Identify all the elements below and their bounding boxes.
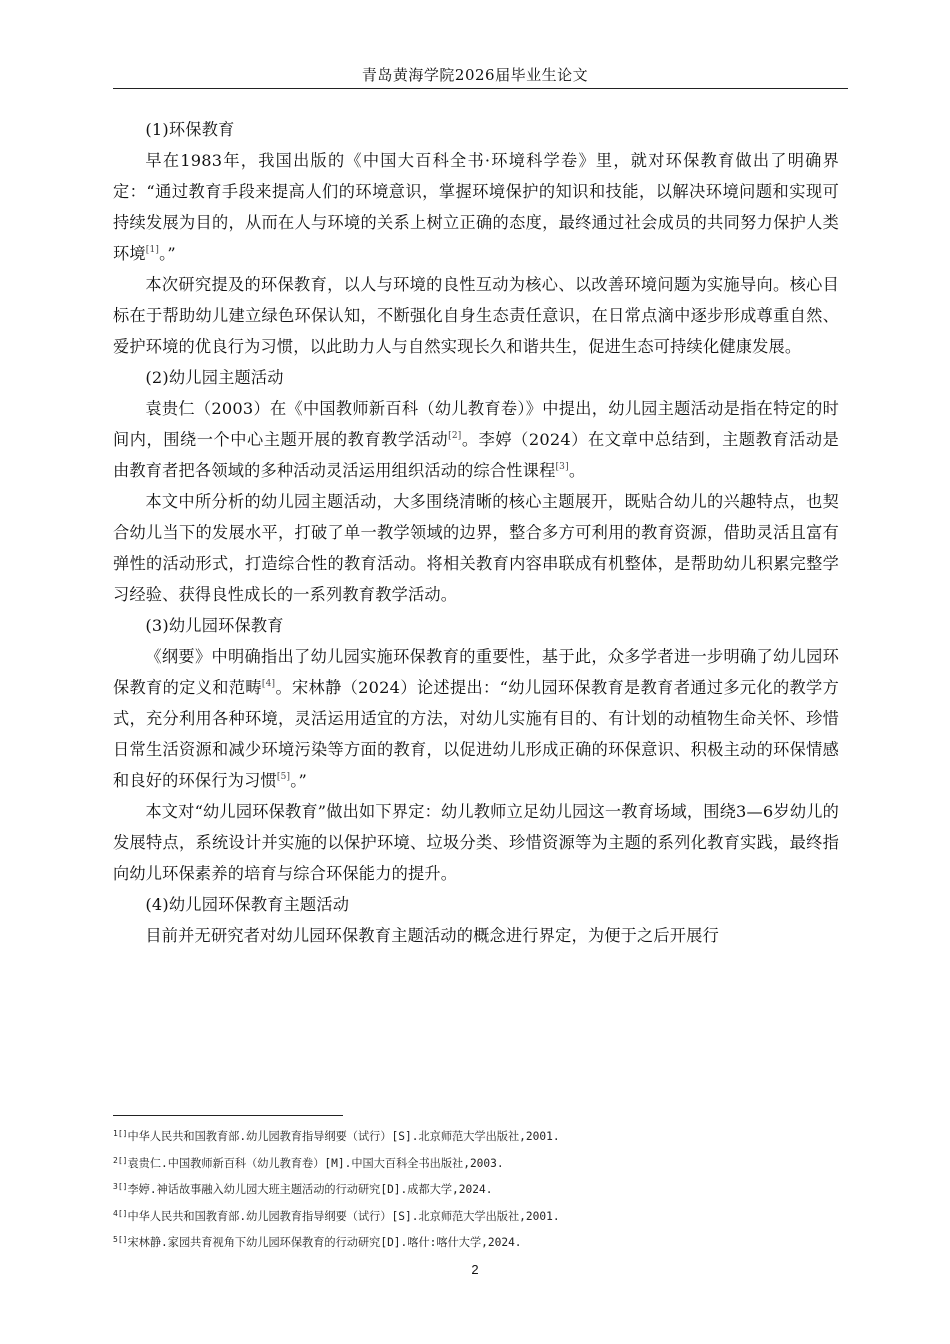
footnote [113, 1149, 843, 1176]
paragraph [113, 145, 839, 269]
citation-ref[interactable]: [2] [448, 431, 462, 441]
footnote-marker: 5 [113, 1235, 118, 1244]
page-number: 2 [471, 1262, 479, 1277]
paragraph-text: 。宋林静（2024）论述提出：“幼儿园环保教育是教育者通过多元化的教学方式，充分利用各种环境，灵活运用适宜的方法，对幼儿实施有目的、有计划的动植物生命关怀、珍惜日常生活资源和减少环境污染等方面的教育，以促进幼儿形成正确的环保意识、积极主动的环保情感和良好的环保行为习惯 [113, 678, 839, 790]
footnote-text: 中华人民共和国教育部.幼儿园教育指导纲要（试行）[S].北京师范大学出版社,2001. [127, 1130, 560, 1143]
footnote [113, 1202, 843, 1229]
paragraph: 本文中所分析的幼儿园主题活动，大多围绕清晰的核心主题展开，既贴合幼儿的兴趣特点，也契合幼儿当下的发展水平，打破了单一教学领域的边界，整合多方可利用的教育资源，借助灵活且富有弹性的活动形式，打造综合性的教育活动。将相关教育内容串联成有机整体，是帮助幼儿积累完整学习经验、获得良性成长的一系列教育教学活动。 [113, 492, 839, 604]
paragraph-text: 早在1983年，我国出版的《中国大百科全书·环境科学卷》里，就对环保教育做出了明确界定：“通过教育手段来提高人们的环境意识，掌握环境保护的知识和技能，以解决环境问题和实现可持续发展为目的，从而在人与环境的关系上树立正确的态度，最终通过社会成员的共同努力保护人类环境 [113, 151, 839, 263]
footnote-marker: 3 [113, 1182, 118, 1191]
footnote-text: 中华人民共和国教育部.幼儿园教育指导纲要（试行）[S].北京师范大学出版社,2001. [127, 1209, 560, 1223]
footnote [113, 1175, 843, 1202]
paragraph-text: 《纲要》中明确指出了幼儿园实施环保教育的重要性，基于此，众多学者进一步明确了幼儿园环保教育的定义和范畴 [113, 647, 839, 697]
thesis-body [113, 114, 839, 951]
citation-ref[interactable]: [1] [145, 245, 160, 255]
footnotes [113, 1122, 843, 1255]
paragraph: 本次研究提及的环保教育，以人与环境的良性互动为核心、以改善环境问题为实施导向。核心目标在于帮助幼儿建立绿色环保认知，不断强化自身生态责任意识，在日常点滴中逐步形成尊重自然、爱护环境的优良行为习惯，以此助力人与自然实现长久和谐共生，促进生态可持续化健康发展。 [113, 275, 839, 356]
paragraph-text: 。 [568, 461, 586, 480]
paragraph: 目前并无研究者对幼儿园环保教育主题活动的概念进行界定，为便于之后开展行 [145, 926, 719, 945]
footnote-text: 宋林静.家园共育视角下幼儿园环保教育的行动研究[D].喀什:喀什大学,2024. [127, 1236, 522, 1249]
running-header: 青岛黄海学院2026届毕业生论文 [361, 66, 589, 84]
section-heading-1: (1)环保教育 [145, 120, 235, 139]
citation-ref[interactable]: [5] [276, 772, 291, 782]
citation-ref[interactable]: [4] [261, 679, 276, 689]
paragraph-text: 。李婷（2024）在文章中总结到，主题教育活动是由教育者把各领域的多种活动灵活运用组织活动的综合性课程 [113, 430, 839, 480]
footnote-marker: 4 [113, 1208, 118, 1218]
citation-ref[interactable]: [3] [555, 462, 569, 472]
footnote-ref: [] [117, 1129, 128, 1138]
paragraph-text: 。” [290, 771, 307, 790]
footnote-marker: 1 [113, 1129, 118, 1138]
footnote-ref: [] [117, 1208, 128, 1218]
footnote-text: 袁贵仁.中国教师新百科（幼儿教育卷）[M].中国大百科全书出版社,2003. [127, 1156, 504, 1170]
paragraph [113, 393, 839, 486]
footnote-text: 李婷.神话故事融入幼儿园大班主题活动的行动研究[D].成都大学,2024. [127, 1183, 493, 1196]
section-heading-3: (3)幼儿园环保教育 [145, 616, 284, 635]
paragraph [113, 641, 839, 796]
footnote-divider [113, 1115, 343, 1116]
footnote [113, 1122, 843, 1149]
header-divider [113, 88, 848, 89]
footnote [113, 1228, 843, 1255]
footnote-ref: [] [117, 1155, 128, 1165]
footnote-ref: [] [117, 1182, 128, 1191]
footnote-ref: [] [117, 1235, 128, 1244]
paragraph-text: 袁贵仁（2003）在《中国教师新百科（幼儿教育卷）》中提出，幼儿园主题活动是指在特定的时间内，围绕一个中心主题开展的教育教学活动 [113, 399, 839, 449]
paragraph: 本文对“幼儿园环保教育”做出如下界定：幼儿教师立足幼儿园这一教育场域，围绕3—6岁幼儿的发展特点，系统设计并实施的以保护环境、垃圾分类、珍惜资源等为主题的系列化教育实践，最终指向幼儿环保素养的培育与综合环保能力的提升。 [113, 802, 839, 883]
section-heading-2: (2)幼儿园主题活动 [145, 368, 284, 387]
paragraph-text: 。” [159, 244, 176, 263]
footnote-marker: 2 [113, 1155, 118, 1165]
section-heading-4: (4)幼儿园环保教育主题活动 [145, 895, 350, 914]
